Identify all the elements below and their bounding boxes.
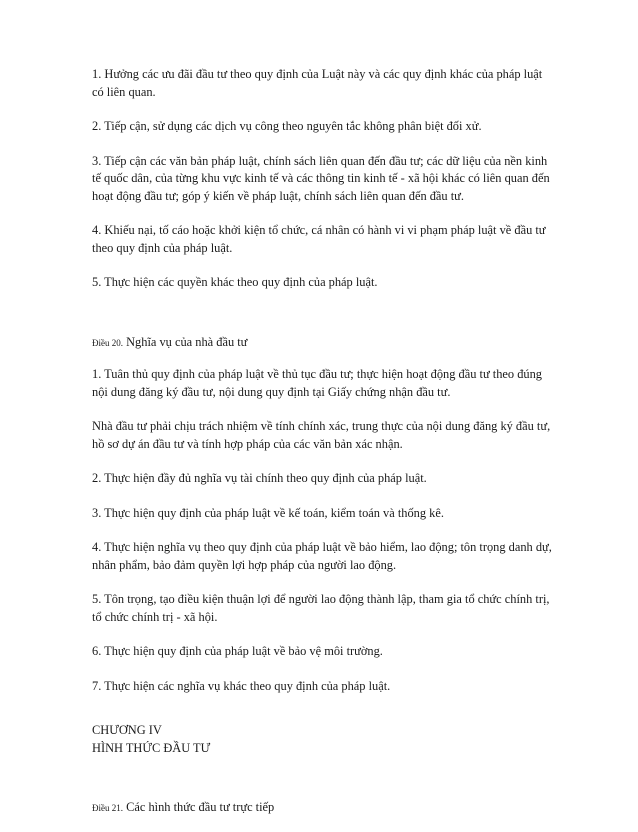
- article-21-label: Điều 21.: [92, 803, 123, 813]
- right-5: 5. Thực hiện các quyền khác theo quy định của pháp luật.: [92, 275, 378, 289]
- obligation-5: 5. Tôn trọng, tạo điều kiện thuận lợi để người lao động thành lập, tham gia tổ chức chính trị, tổ chức chính trị - xã hội.: [92, 592, 550, 624]
- article-20-title: Nghĩa vụ của nhà đầu tư: [126, 334, 248, 349]
- chapter-title: HÌNH THỨC ĐẦU TƯ: [92, 740, 211, 755]
- chapter-number: CHƯƠNG IV: [92, 723, 162, 737]
- right-1: 1. Hưởng các ưu đãi đầu tư theo quy định của Luật này và các quy định khác của pháp luật có liên quan.: [92, 67, 543, 99]
- article-20-heading: [92, 334, 552, 353]
- article-21-title: Các hình thức đầu tư trực tiếp: [126, 800, 275, 814]
- obligation-1-note: Nhà đầu tư phải chịu trách nhiệm về tính chính xác, trung thực của nội dung đăng ký đầu tư, hồ sơ dự án đầu tư và tính hợp pháp của các văn bản xác nhận.: [92, 419, 551, 451]
- obligation-4: 4. Thực hiện nghĩa vụ theo quy định của pháp luật về bảo hiểm, lao động; tôn trọng danh dự, nhân phẩm, bảo đảm quyền lợi hợp pháp của người lao động.: [92, 540, 552, 572]
- obligation-1: 1. Tuân thủ quy định của pháp luật về thủ tục đầu tư; thực hiện hoạt động đầu tư theo đúng nội dung đăng ký đầu tư, nội dung quy định tại Giấy chứng nhận đầu tư.: [92, 367, 542, 399]
- obligation-2: 2. Thực hiện đầy đủ nghĩa vụ tài chính theo quy định của pháp luật.: [92, 471, 427, 485]
- obligation-7: 7. Thực hiện các nghĩa vụ khác theo quy định của pháp luật.: [92, 678, 391, 693]
- document-page: [92, 66, 552, 832]
- chapter-heading: [92, 722, 552, 757]
- article-20-label: Điều 20.: [92, 337, 123, 348]
- right-4: 4. Khiếu nại, tố cáo hoặc khởi kiện tổ chức, cá nhân có hành vi vi phạm pháp luật về đầu tư theo quy định của pháp luật.: [92, 223, 546, 255]
- right-3: 3. Tiếp cận các văn bản pháp luật, chính sách liên quan đến đầu tư; các dữ liệu của nền kinh tế quốc dân, của từng khu vực kinh tế và các thông tin kinh tế - xã hội khác có liên quan đến hoạt động đầu tư; góp ý kiến về pháp luật, chính sách liên quan đến đầu tư.: [92, 153, 550, 203]
- right-2: 2. Tiếp cận, sử dụng các dịch vụ công theo nguyên tắc không phân biệt đối xử.: [92, 119, 482, 133]
- article-21-heading: [92, 799, 552, 818]
- obligation-6: 6. Thực hiện quy định của pháp luật về bảo vệ môi trường.: [92, 644, 383, 658]
- obligation-3: 3. Thực hiện quy định của pháp luật về kế toán, kiểm toán và thống kê.: [92, 505, 444, 520]
